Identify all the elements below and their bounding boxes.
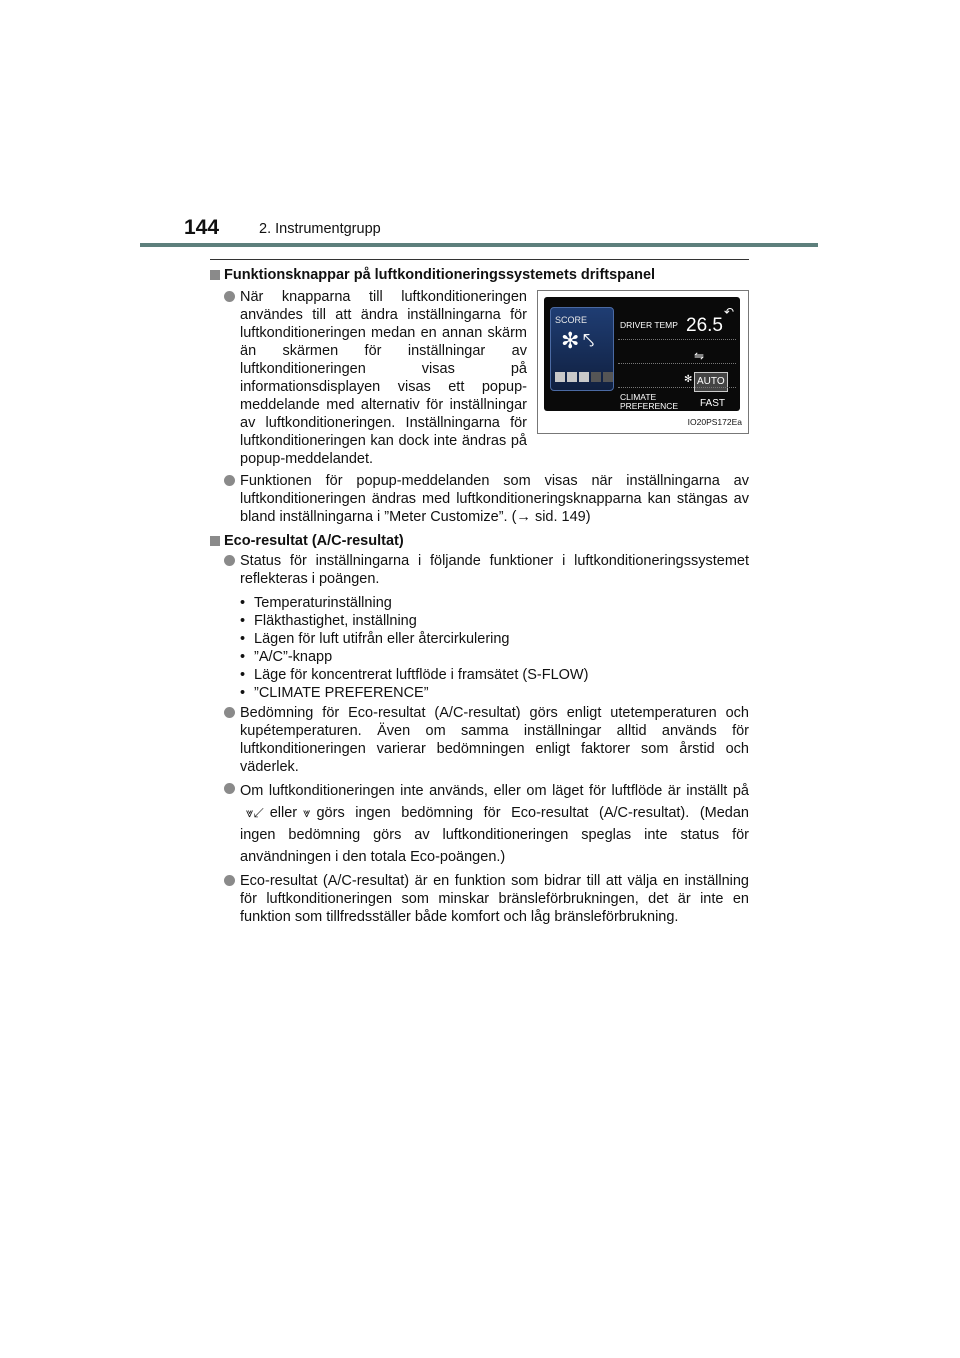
bullet-item: Funktionen för popup-meddelanden som visas när inställningarna av luftkonditioneringen ändras med luftkonditioneringsknapparna kan stängas av bland inställningarna i ”Meter Customize”. (→ sid. 149) [224,472,749,526]
list-item: • Temperaturinställning [240,594,749,612]
fan-icon: ✻ [561,328,580,353]
bullet-item: Om luftkonditioneringen inte används, eller om läget för luftflöde är inställt på⩔↙ eller ⩔ görs ingen bedömning för Eco-resultat (A/C-resultat). (Medan ingen bedömning görs av luftkonditioneringen speglas inte status för användningen i den totala Eco-poängen.) [224,780,749,868]
car-recirculation-icon: ⇋ [694,349,705,363]
figure-caption: IO20PS172Ea [687,417,742,427]
vent-icon: ⤣ [583,330,595,352]
square-bullet-icon [210,536,220,546]
round-bullet-icon [224,707,235,718]
bullet-item: När knapparna till luftkonditioneringen användes till att ändra inställningarna för luftkonditioneringen medan en annan skärm än skärmen för inställningar av luftkonditioneringen visas på informationsdisplayen visas ett popup-meddelande med alternativ för inställningar av luftkonditioneringen. Inställningarna för luftkonditioneringen kan dock inte ändras på popup-meddelandet. [224,288,527,468]
bullet-with-figure [210,288,749,468]
section-heading-1: Funktionsknappar på luftkonditioneringssystemets driftspanel [210,266,749,284]
page-content [210,266,749,926]
round-bullet-icon [224,291,235,302]
temperature-value: 26.5 [686,315,723,336]
fast-value: FAST [700,398,726,409]
list-item: • ”CLIMATE PREFERENCE” [240,684,749,702]
section-heading-2: Eco-resultat (A/C-resultat) [210,532,749,550]
round-bullet-icon [224,875,235,886]
page-number: 144 [184,216,220,239]
settings-list [240,594,749,702]
list-item: • Lägen för luft utifrån eller återcirkulering [240,630,749,648]
round-bullet-icon [224,555,235,566]
section-rule [210,259,749,260]
header-rule [140,243,818,247]
score-label: SCORE [555,315,588,325]
list-item: • Fläkthastighet, inställning [240,612,749,630]
score-bars [555,372,613,382]
score-panel [550,307,614,391]
defroster-icon: ⩔ [303,805,311,820]
climate-display-figure [537,290,749,434]
airflow-feet-icon: ⩔↙ [246,805,264,820]
round-bullet-icon [224,783,235,794]
square-bullet-icon [210,270,220,280]
climate-preference-label-1: CLIMATE [620,392,657,402]
list-item: • ”A/C”-knapp [240,648,749,666]
bullet-item: Eco-resultat (A/C-resultat) är en funktion som bidrar till att välja en inställning för luftkonditioneringen som minskar bränsleförbrukningen, det är inte en funktion som tillfredsställer både komfort och låg bränsleförbrukning. [224,872,749,926]
bullet-item: Status för inställningarna i följande funktioner i luftkonditioneringssystemet reflekteras i poängen. [224,552,749,588]
bullet-item: Bedömning för Eco-resultat (A/C-resultat) görs enligt utetemperaturen och kupétemperaturen. Även om samma inställningar alltid används för luftkonditioneringen varierar bedömningen enligt faktorer som årstid och väderlek. [224,704,749,776]
list-item: • Läge för koncentrerat luftflöde i framsätet (S-FLOW) [240,666,749,684]
round-bullet-icon [224,475,235,486]
return-icon: ↶ [723,305,734,319]
climate-preference-label-2: PREFERENCE [620,401,679,411]
display-screen [544,297,740,411]
driver-temp-label: DRIVER TEMP [620,320,678,330]
chapter-title: 2. Instrumentgrupp [259,221,381,237]
auto-badge: AUTO [694,372,728,392]
fan-icon: ✻ [684,374,693,385]
